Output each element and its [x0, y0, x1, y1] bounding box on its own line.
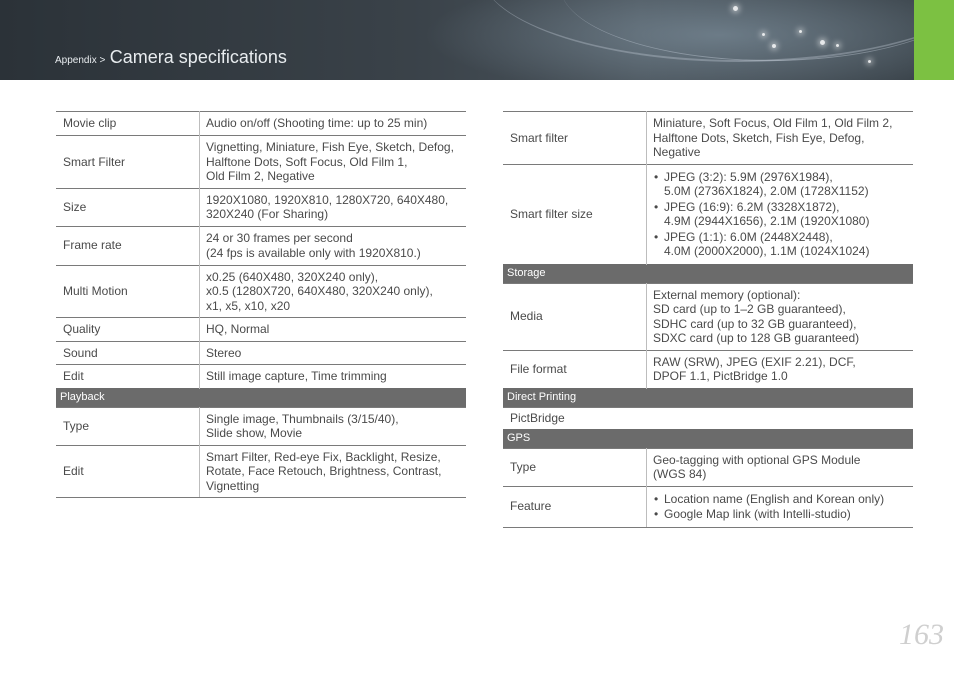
- row-label: Multi Motion: [56, 265, 200, 318]
- bullet-list: [653, 170, 907, 259]
- table-row: [503, 407, 913, 429]
- row-value: RAW (SRW), JPEG (EXIF 2.21), DCF, DPOF 1.1, PictBridge 1.0: [647, 350, 914, 388]
- section-header: [56, 388, 466, 407]
- row-label: Media: [503, 283, 647, 350]
- row-label: File format: [503, 350, 647, 388]
- row-value: Audio on/off (Shooting time: up to 25 min): [200, 112, 467, 136]
- specs-table-left: [56, 111, 466, 498]
- row-label: Smart filter: [503, 112, 647, 165]
- row-value: 24 or 30 frames per second (24 fps is available only with 1920X810.): [200, 226, 467, 265]
- row-value: Stereo: [200, 341, 467, 365]
- list-item: • Location name (English and Korean only): [653, 492, 907, 507]
- direct-printing-value: PictBridge: [503, 407, 913, 429]
- row-label: Edit: [56, 365, 200, 389]
- specs-table-right: [503, 111, 913, 528]
- breadcrumb-prefix[interactable]: Appendix >: [55, 55, 106, 66]
- row-value: Single image, Thumbnails (3/15/40), Slide show, Movie: [200, 407, 467, 445]
- page-title: Camera specifications: [109, 47, 287, 67]
- table-row: [56, 318, 466, 342]
- row-label: Type: [56, 407, 200, 445]
- breadcrumb: [55, 47, 287, 68]
- table-row: [56, 112, 466, 136]
- list-item: • JPEG (16:9): 6.2M (3328X1872), 4.9M (2944X1656), 2.1M (1920X1080): [653, 200, 907, 229]
- list-item: • JPEG (3:2): 5.9M (2976X1984), 5.0M (2736X1824), 2.0M (1728X1152): [653, 170, 907, 199]
- page-number: 163: [899, 618, 944, 651]
- row-label: Movie clip: [56, 112, 200, 136]
- row-label: Frame rate: [56, 226, 200, 265]
- list-item: • Google Map link (with Intelli-studio): [653, 507, 907, 522]
- table-row: [56, 188, 466, 226]
- table-row: [503, 164, 913, 264]
- section-header: [503, 388, 913, 407]
- chapter-tab: [914, 0, 954, 80]
- row-label: Quality: [56, 318, 200, 342]
- table-row: [56, 365, 466, 389]
- list-item: • JPEG (1:1): 6.0M (2448X2448), 4.0M (2000X2000), 1.1M (1024X1024): [653, 230, 907, 259]
- section-header: [503, 264, 913, 283]
- banner-sparkle: [762, 33, 765, 36]
- table-row: [503, 283, 913, 350]
- table-row: [503, 112, 913, 165]
- table-row: [56, 265, 466, 318]
- row-label: Sound: [56, 341, 200, 365]
- bullet-list: [653, 492, 907, 522]
- row-value: Miniature, Soft Focus, Old Film 1, Old Film 2, Halftone Dots, Sketch, Fish Eye, Defog, Negative: [647, 112, 914, 165]
- section-header-storage: Storage: [503, 264, 913, 283]
- section-header-direct-printing: Direct Printing: [503, 388, 913, 407]
- banner-sparkle: [820, 40, 825, 45]
- row-label: Smart filter size: [503, 164, 647, 264]
- header-banner: [0, 0, 914, 80]
- row-value: Smart Filter, Red-eye Fix, Backlight, Resize, Rotate, Face Retouch, Brightness, Contrast, Vignetting: [200, 445, 467, 498]
- table-row: [56, 445, 466, 498]
- row-label: Smart Filter: [56, 136, 200, 189]
- table-row: [56, 226, 466, 265]
- row-label: Type: [503, 448, 647, 486]
- row-value: Still image capture, Time trimming: [200, 365, 467, 389]
- row-label: Edit: [56, 445, 200, 498]
- table-row: [56, 407, 466, 445]
- section-header-gps: GPS: [503, 429, 913, 448]
- row-label: Size: [56, 188, 200, 226]
- table-row: [503, 448, 913, 486]
- section-header: [503, 429, 913, 448]
- banner-sparkle: [799, 30, 802, 33]
- row-value: Vignetting, Miniature, Fish Eye, Sketch, Defog, Halftone Dots, Soft Focus, Old Film 1, Old Film 2, Negative: [200, 136, 467, 189]
- table-row: [503, 486, 913, 527]
- row-label: Feature: [503, 486, 647, 527]
- row-value: HQ, Normal: [200, 318, 467, 342]
- banner-sparkle: [868, 60, 871, 63]
- banner-sparkle: [733, 6, 738, 11]
- banner-sparkle: [772, 44, 776, 48]
- row-value: External memory (optional): SD card (up to 1–2 GB guaranteed), SDHC card (up to 32 GB guaranteed), SDXC card (up to 128 GB guaranteed): [647, 283, 914, 350]
- row-value: Geo-tagging with optional GPS Module (WGS 84): [647, 448, 914, 486]
- section-header-playback: Playback: [56, 388, 466, 407]
- table-row: [56, 341, 466, 365]
- table-row: [503, 350, 913, 388]
- row-value: x0.25 (640X480, 320X240 only), x0.5 (1280X720, 640X480, 320X240 only), x1, x5, x10, x20: [200, 265, 467, 318]
- banner-sparkle: [836, 44, 839, 47]
- table-row: [56, 136, 466, 189]
- row-value: [647, 164, 914, 264]
- row-value: [647, 486, 914, 527]
- row-value: 1920X1080, 1920X810, 1280X720, 640X480, 320X240 (For Sharing): [200, 188, 467, 226]
